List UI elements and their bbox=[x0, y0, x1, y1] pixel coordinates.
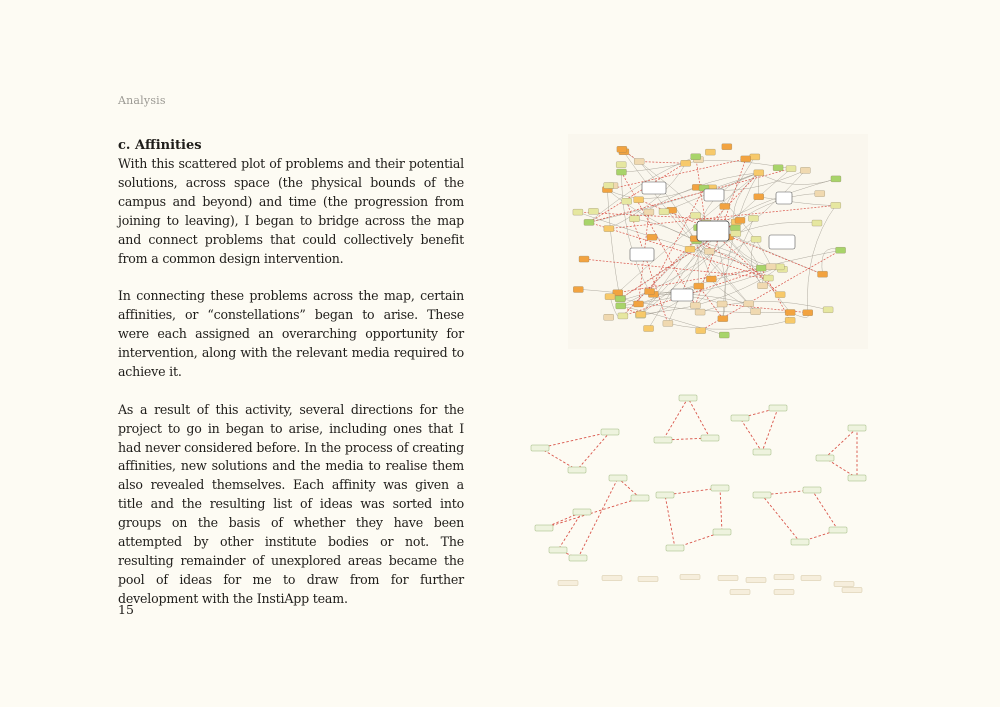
running-head: Analysis bbox=[118, 94, 166, 107]
text-column bbox=[118, 137, 464, 628]
constellation-nodes bbox=[531, 395, 866, 595]
paragraph-1: With this scattered plot of problems and their potential solutions, across space (the physical bounds of the campus and beyond) and time (the progression from joining to leaving), I began to bridge across the map and connect problems that could collectively benefit from a common design intervention. bbox=[118, 156, 464, 266]
paragraph-2: In connecting these problems across the map, certain affinities, or “constellations” began to arise. These were each assigned an overarching opportunity for intervention, along with the relevant media required to achieve it. bbox=[118, 288, 464, 379]
constellations-image bbox=[530, 380, 880, 600]
paragraph-3: As a result of this activity, several directions for the project to go in began to arise, including ones that I had never considered before. In the process of creating affinities, new solutions and the media to realise them also revealed themselves. Each affinity was given a title and the resulting list of ideas was sorted into groups on the basis of whether they have been attempted by other institute bodies or not. The resulting remainder of unexplored areas became the pool of ideas for me to draw from for further development with the InstiApp team. bbox=[118, 401, 464, 606]
constellation-lines bbox=[540, 398, 857, 558]
page-number: 15 bbox=[118, 602, 134, 617]
section-title: c. Affinities bbox=[118, 138, 202, 153]
affinity-map-image bbox=[568, 134, 868, 349]
